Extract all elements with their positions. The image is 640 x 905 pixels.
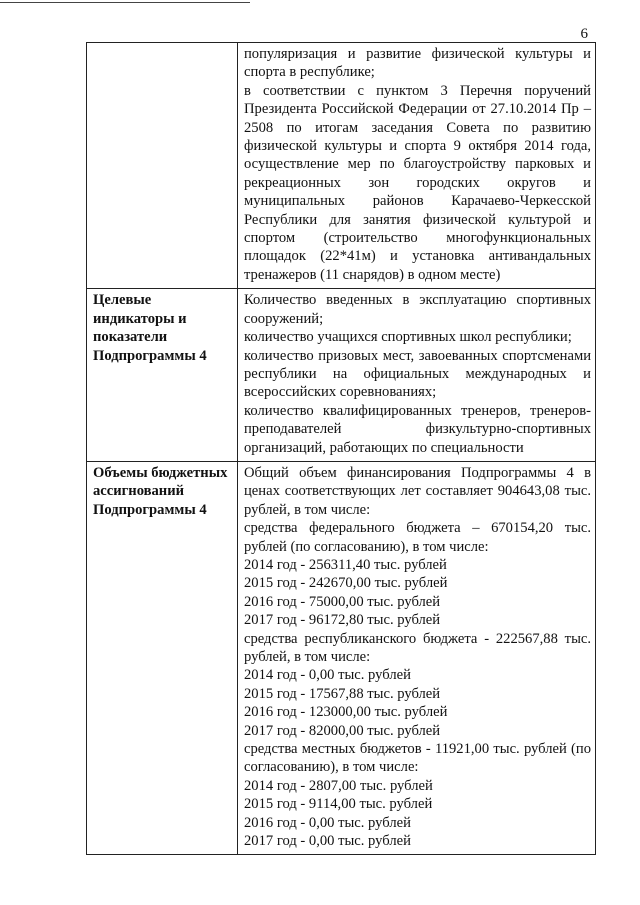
funding-line: 2014 год - 0,00 тыс. рублей: [244, 667, 411, 684]
row-content: [238, 43, 596, 289]
funding-line: 2015 год - 242670,00 тыс. рублей: [244, 575, 448, 592]
paragraph: Количество введенных в эксплуатацию спортивных сооружений;: [244, 292, 591, 327]
paragraph: количество призовых мест, завоеванных спортсменами республики на официальных международных и всероссийских соревнованиях;: [244, 347, 591, 401]
funding-line: 2016 год - 123000,00 тыс. рублей: [244, 704, 448, 721]
funding-line: 2017 год - 96172,80 тыс. рублей: [244, 612, 441, 629]
funding-line: 2016 год - 0,00 тыс. рублей: [244, 814, 411, 831]
row-label: Объемы бюджетных ассигнований Подпрограммы 4: [87, 461, 238, 855]
paragraph: количество учащихся спортивных школ республики;: [244, 329, 572, 346]
funding-line: 2017 год - 0,00 тыс. рублей: [244, 833, 411, 850]
funding-line: 2015 год - 9114,00 тыс. рублей: [244, 796, 433, 813]
table-row: [87, 461, 596, 855]
row-label: [87, 43, 238, 289]
paragraph: средства федерального бюджета – 670154,20 тыс. рублей (по согласованию), в том числе:: [244, 520, 591, 555]
row-label: Целевые индикаторы и показатели Подпрограммы 4: [87, 289, 238, 462]
paragraph: в соответствии с пунктом 3 Перечня поручений Президента Российской Федерации от 27.10.2014 Пр – 2508 по итогам заседания Совета по развитию физической культуры и спорта 9 октября 2014 года, осуществление мер по благоустройству парковых и рекреационных зон городских округов и муниципальных районов Карачаево-Черкесской Республики для занятия физической культурой и спортом (строительство многофункциональных площадок (22*41м) и установка антивандальных тренажеров (11 снарядов) в одном месте): [244, 82, 591, 283]
row-content: [238, 289, 596, 462]
row-content: [238, 461, 596, 855]
paragraph: популяризация и развитие физической культуры и спорта в республике;: [244, 46, 591, 81]
paragraph: средства республиканского бюджета - 222567,88 тыс. рублей, в том числе:: [244, 630, 591, 665]
table-row: [87, 43, 596, 289]
paragraph: количество квалифицированных тренеров, тренеров-преподавателей физкультурно-спортивных организаций, работающих по специальности: [244, 402, 591, 456]
funding-line: 2015 год - 17567,88 тыс. рублей: [244, 685, 441, 702]
paragraph: средства местных бюджетов - 11921,00 тыс. рублей (по согласованию), в том числе:: [244, 741, 591, 776]
paragraph: Общий объем финансирования Подпрограммы 4 в ценах соответствующих лет составляет 904643,08 тыс. рублей, в том числе:: [244, 464, 591, 518]
top-divider-line: [0, 2, 250, 3]
funding-line: 2017 год - 82000,00 тыс. рублей: [244, 722, 441, 739]
page-number: 6: [580, 26, 588, 42]
funding-line: 2016 год - 75000,00 тыс. рублей: [244, 593, 441, 610]
funding-line: 2014 год - 256311,40 тыс. рублей: [244, 556, 447, 573]
funding-line: 2014 год - 2807,00 тыс. рублей: [244, 777, 433, 794]
table-row: [87, 289, 596, 462]
passport-table: [86, 42, 596, 855]
